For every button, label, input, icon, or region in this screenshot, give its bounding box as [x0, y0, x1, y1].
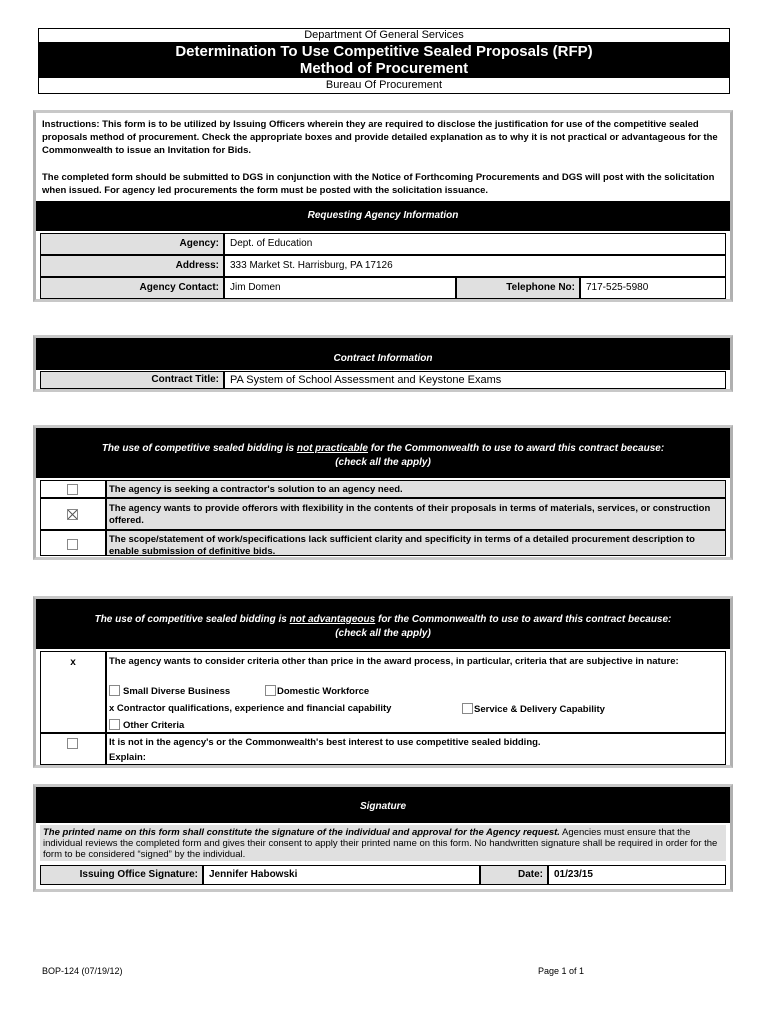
not-advantageous-header — [36, 599, 730, 649]
contact-label: Agency Contact: — [139, 282, 219, 293]
phone-field[interactable] — [580, 277, 726, 299]
not-advantageous-section — [33, 596, 733, 768]
np-header-pre: The use of competitive sealed bidding is — [101, 443, 297, 454]
contract-info-header: Contract Information — [36, 338, 730, 370]
other-criteria-label: Other Criteria — [123, 720, 185, 731]
na-header-em: not advantageous — [289, 614, 376, 625]
agency-label: Agency: — [179, 238, 219, 249]
np-checkbox-1[interactable] — [67, 484, 78, 495]
contract-title-value: PA System of School Assessment and Keystone Exams — [230, 374, 502, 386]
np-item-2: The agency wants to provide offerors with flexibility in the contents of their proposals in terms of materials, services, or construction offered. — [109, 503, 711, 526]
na-header-pre: The use of competitive sealed bidding is — [94, 614, 290, 625]
contact-field[interactable] — [224, 277, 456, 299]
contract-title-label: Contract Title: — [151, 374, 219, 385]
signature-value: Jennifer Habowski — [209, 869, 298, 880]
np-header-post: for the Commonwealth to use to award this contract because: — [368, 443, 665, 454]
signature-section — [33, 784, 733, 892]
contract-section — [33, 335, 733, 392]
date-label: Date: — [480, 865, 548, 885]
domestic-workforce-checkbox[interactable] — [265, 685, 276, 696]
page-number: Page 1 of 1 — [538, 966, 585, 976]
checked-x-icon — [68, 510, 77, 519]
form-id: BOP-124 (07/19/12) — [42, 966, 123, 976]
na-header-post: for the Commonwealth to use to award this contract because: — [375, 614, 672, 625]
agency-value: Dept. of Education — [230, 238, 313, 249]
date-field[interactable] — [548, 865, 726, 885]
instructions-para1: Instructions: This form is to be utilized by Issuing Officers wherein they are required to disclose the justification for use of the competitive sealed proposals method of procurement. Check the appropriate boxes and provide detailed explanation as to why it is not practical or advantageous for the Commonwealth to issue an Invitation for Bids. — [42, 119, 718, 156]
signature-field[interactable] — [203, 865, 480, 885]
np-header-sub: (check all the apply) — [335, 457, 431, 468]
small-diverse-label: Small Diverse Business — [123, 686, 231, 697]
np-item-3: The scope/statement of work/specifications lack sufficient clarity and specificity in terms of a detailed procurement description to enable submission of definitive bids. — [109, 534, 695, 557]
bureau-name: Bureau Of Procurement — [38, 78, 730, 94]
np-checkbox-3[interactable] — [67, 539, 78, 550]
signature-statement-rest: Agencies must ensure that the individual reviews the completed form and gives their consent to apply their printed name on this form. No handwritten signature shall be required in order for the form to be considered “signed” by the individual. — [43, 827, 718, 860]
agency-section — [33, 110, 733, 302]
phone-label: Telephone No: — [506, 282, 575, 293]
contract-title-field[interactable] — [224, 371, 726, 389]
na-item-1: The agency wants to consider criteria other than price in the award process, in particular, criteria that are subjective in nature: — [109, 656, 679, 667]
domestic-workforce-label: Domestic Workforce — [277, 686, 370, 697]
form-title-line1: Determination To Use Competitive Sealed Proposals (RFP) — [175, 43, 593, 60]
signature-statement-bold: The printed name on this form shall constitute the signature of the individual and approval for the Agency request. — [43, 827, 560, 838]
na-mark-1: x — [70, 657, 76, 668]
np-header-em: not practicable — [296, 443, 368, 454]
np-item-1: The agency is seeking a contractor's solution to an agency need. — [109, 484, 403, 495]
na-item-2: It is not in the agency's or the Commonwealth's best interest to use competitive sealed bidding. — [109, 737, 541, 748]
agency-info-header: Requesting Agency Information — [36, 201, 730, 231]
agency-field[interactable] — [224, 233, 726, 255]
date-value: 01/23/15 — [554, 869, 593, 880]
address-label: Address: — [175, 260, 219, 271]
explain-label: Explain: — [109, 752, 146, 763]
department-name: Department Of General Services — [38, 28, 730, 42]
np-checkbox-2[interactable] — [67, 509, 78, 520]
contact-value: Jim Domen — [230, 282, 281, 293]
instructions-para2: The completed form should be submitted to DGS in conjunction with the Notice of Forthcoming Procurements and DGS will post with the solicitation when issued. For agency led procurements the form must be posted with the solicitation issuance. — [42, 172, 715, 196]
form-title — [38, 42, 730, 78]
contractor-qualifications-label: x Contractor qualifications, experience and financial capability — [109, 703, 392, 714]
address-value: 333 Market St. Harrisburg, PA 17126 — [230, 260, 393, 271]
na-header-sub: (check all the apply) — [335, 628, 431, 639]
other-criteria-checkbox[interactable] — [109, 719, 120, 730]
service-delivery-label: Service & Delivery Capability — [474, 704, 605, 715]
form-title-line2: Method of Procurement — [299, 60, 469, 77]
signature-header: Signature — [36, 787, 730, 823]
signature-label: Issuing Office Signature: — [40, 865, 203, 885]
na-checkbox-2[interactable] — [67, 738, 78, 749]
phone-value: 717-525-5980 — [586, 282, 649, 293]
address-field[interactable] — [224, 255, 726, 277]
not-practicable-section — [33, 425, 733, 560]
small-diverse-checkbox[interactable] — [109, 685, 120, 696]
not-practicable-header — [36, 428, 730, 478]
signature-statement — [40, 825, 726, 861]
service-delivery-checkbox[interactable] — [462, 703, 473, 714]
